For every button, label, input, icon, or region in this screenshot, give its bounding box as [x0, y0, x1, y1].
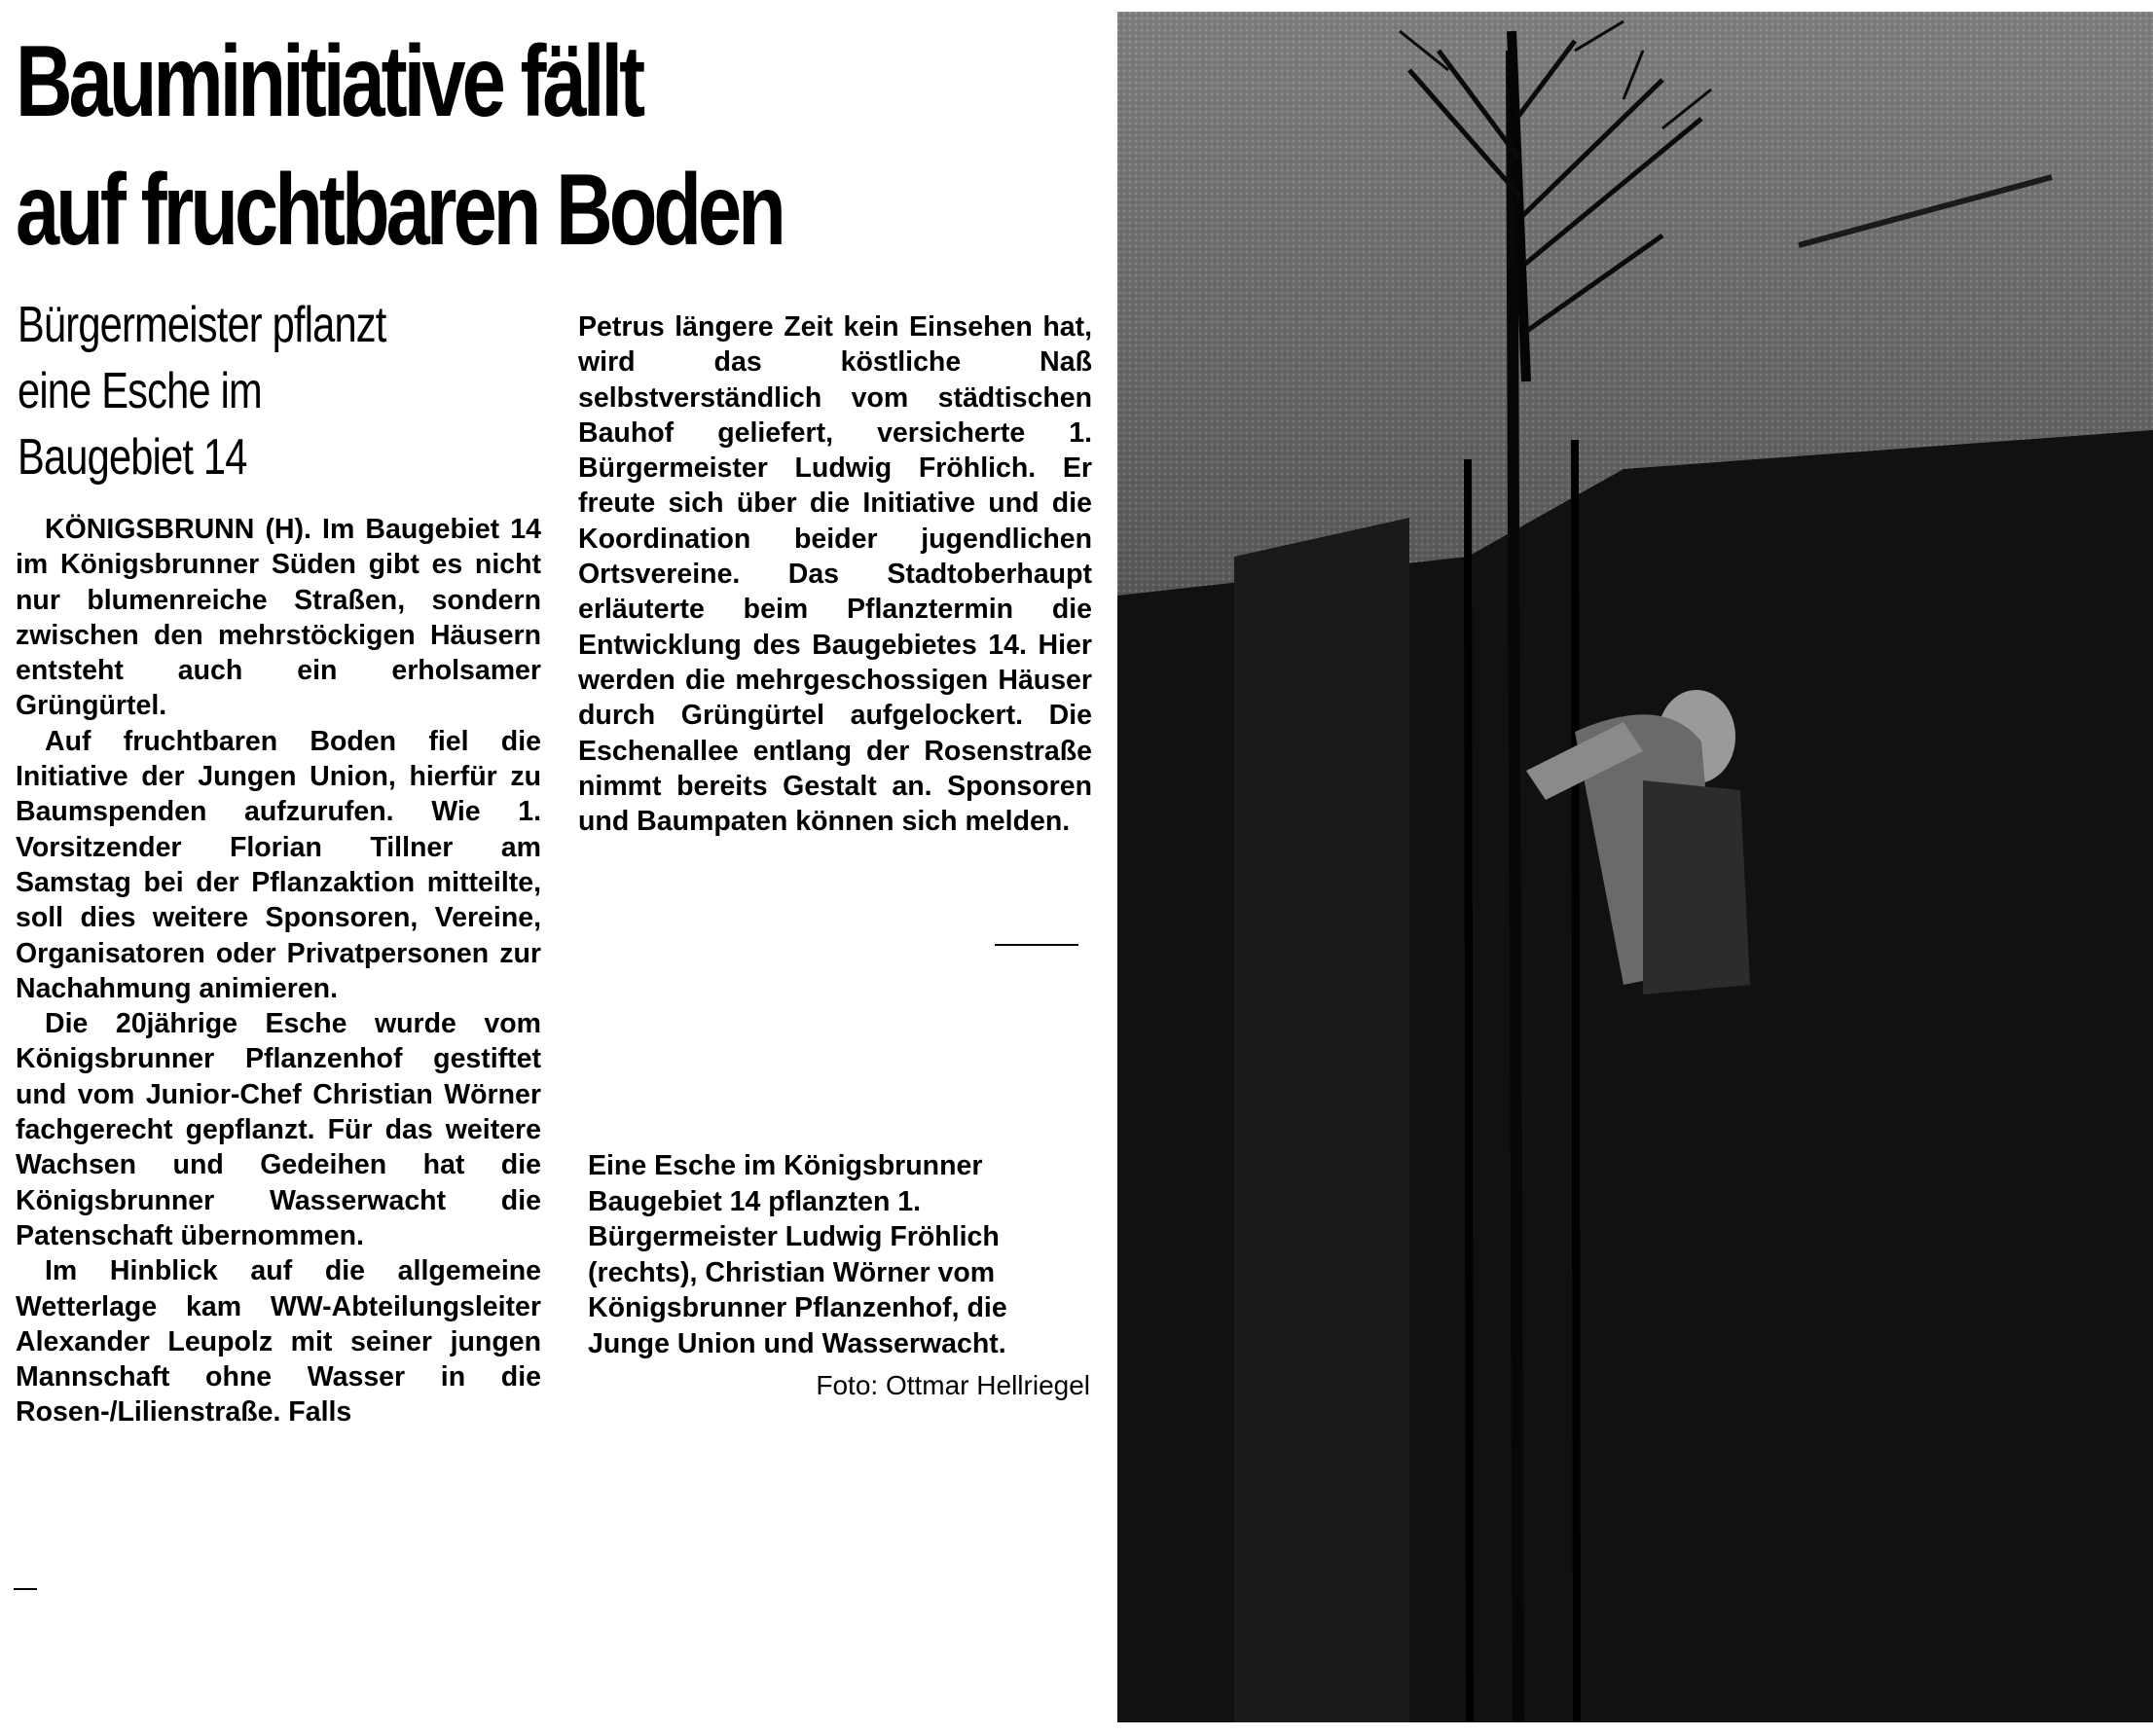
article-paragraph: Petrus längere Zeit kein Einsehen hat, wird das köstliche Naß selbstverständlich vom städtischen Bauhof geliefert, versicherte 1. Bürgermeister Ludwig Fröhlich. Er freute sich über die Initiative und die Koordination beider jugendlichen Ortsvereine. Das Stadtoberhaupt erläuterte beim Pflanztermin die Entwicklung des Baugebietes 14. Hier werden die mehrgeschossigen Häuser durch Grüngürtel aufgelockert. Die Eschenallee entlang der Rosenstraße nimmt bereits Gestalt an. Sponsoren und Baumpaten können sich melden. [578, 311, 1092, 838]
subhead-line-2: eine Esche im [18, 363, 262, 419]
headline-line-1: Bauminitiative fällt [16, 25, 642, 138]
article-paragraph: Auf fruchtbaren Boden fiel die Initiative der Jungen Union, hierfür zu Baumspenden aufzurufen. Wie 1. Vorsitzender Florian Tillner am Samstag bei der Pflanzaktion mitteilte, soll dies weitere Sponsoren, Vereine, Organisatoren oder Privatpersonen zur Nachahmung animieren. [16, 725, 541, 1004]
article-paragraph: KÖNIGSBRUNN (H). Im Baugebiet 14 im Königsbrunner Süden gibt es nicht nur blumenreiche Straßen, sondern zwischen den mehrstöckigen Häusern entsteht auch ein erholsamer Grüngürtel. [16, 514, 541, 722]
subheadline [18, 292, 422, 490]
headline-line-2: auf fruchtbaren Boden [16, 154, 783, 267]
tree-planting-photo [1117, 12, 2153, 1722]
article-column-2 [578, 309, 1092, 839]
article-end-rule [995, 944, 1078, 946]
photo-caption: Eine Esche im Königsbrunner Baugebiet 14 pflanzten 1. Bürgermeister Ludwig Fröhlich (rechts), Christian Wörner vom Königsbrunner Pflanzenhof, die Junge Union und Wasserwacht. [588, 1150, 1007, 1359]
subhead-line-1: Bürgermeister pflanzt [18, 297, 386, 353]
photo-credit: Foto: Ottmar Hellriegel [816, 1370, 1090, 1400]
article-paragraph: Im Hinblick auf die allgemeine Wetterlage kam WW-Abteilungsleiter Alexander Leupolz mit seiner jungen Mannschaft ohne Wasser in die Rosen-/Lilienstraße. Falls [16, 1255, 541, 1429]
article-paragraph: Die 20jährige Esche wurde vom Königsbrunner Pflanzenhof gestiftet und vom Junior-Chef Christian Wörner fachgerecht gepflanzt. Für das weitere Wachsen und Gedeihen hat die Königsbrunner Wasserwacht die Patenschaft übernommen. [16, 1008, 541, 1251]
article-column-1 [16, 512, 541, 1430]
headline [16, 18, 858, 274]
subhead-line-3: Baugebiet 14 [18, 429, 247, 486]
column-end-rule [14, 1588, 37, 1590]
